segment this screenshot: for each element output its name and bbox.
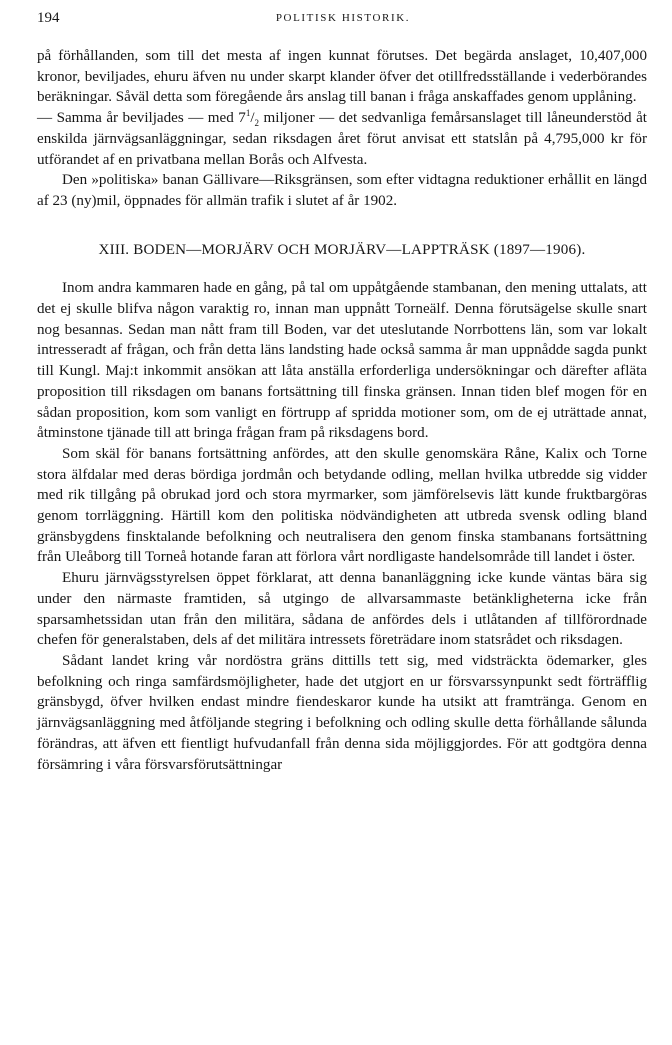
paragraph-1: på förhållanden, som till det mesta af ingen kunnat förutses. Det begärda anslaget, 10,407,000 kronor, beviljades, ehuru äfven nu under skarpt klander öfver det otillfredsställande i vederbörandes beräkningar. Såväl detta som föregående års anslag till banan i fråga anskaffades genom upplåning.: [37, 48, 647, 106]
paragraph-5: Som skäl för banans fortsättning anfördes, att den skulle genomskära Råne, Kalix och Torne stora älfdalar med deras bördiga jordmån och betydande odling, mellan hvilka utbredde sig vidder med rik tillgång på obrukad jord och stora myrmarker, som jämförelsevis lätt kunde fruktbargöras genom torrläggning. Härtill kom den politiska nödvändigheten att utbreda svensk odling bland gränsbygdens finsktalande befolkning och neutralisera den genom finska stambanans fortsättning från Uleåborg till Torneå hotande faran att förlora vårt nordligaste handelsområde till landet i öster.: [37, 445, 647, 566]
paragraph-2: [37, 108, 647, 170]
section-heading: XIII. BODEN—MORJÄRV OCH MORJÄRV—LAPPTRÄSK (1897—1906).: [98, 241, 586, 258]
fraction-one-half: $^1/_2$: [245, 108, 260, 129]
paragraph-7: Sådant landet kring vår nordöstra gräns dittills tett sig, med vidsträckta ödemarker, gles befolkning och ringa samfärdsmöjligheter, hade det utgjort en ur försvarssynpunkt sedt förträfflig gränsbygd, öfver hvilken endast mindre fiendeskaror kunde ha utsikt att framtränga. Genom en järnvägsanläggning med åtföljande stegring i befolkning och odling skulle detta förhållande sålunda förändras, att äfven ett fientligt hufvudanfall från denna sida möjliggjordes. För att godtgöra denna försämring i våra försvarsförutsättningar: [37, 652, 647, 773]
paragraph-2-text-before: — Samma år beviljades — med 7: [37, 110, 246, 127]
fraction-numerator: 1: [245, 108, 251, 119]
page-number: 194: [37, 10, 60, 26]
running-head: POLITISK HISTORIK.: [275, 12, 411, 24]
fraction-denominator: 2: [254, 118, 260, 129]
paragraph-3: Den »politiska» banan Gällivare—Riksgränsen, som efter vidtagna reduktioner erhållit en längd af 23 (ny)mil, öppnades för allmän trafik i slutet af år 1902.: [37, 172, 647, 209]
paragraph-2-text-after: miljoner — det sedvanliga femårsanslaget till låneunderstöd åt enskilda järnvägsanläggningar, sedan riksdagen året förut anvisat ett statslån på 4,795,000 kr för utförandet af en privatbana mellan Borås och Alfvesta.: [37, 110, 647, 168]
body-text: [37, 46, 647, 775]
paragraph-6: Ehuru järnvägsstyrelsen öppet förklarat, att denna bananläggning icke kunde väntas bära sig under den närmaste framtiden, så utgingo de allvarsammaste betänkligheterna icke från sparsamhetssidan utan från den militära, sådana de anfördes dels i utlåtanden af tillförordnade chefen för generalstaben, dels af det militära intressets företrädare inom statsrådet och riksdagen.: [37, 570, 647, 649]
page-header: [37, 10, 649, 34]
paragraph-4: Inom andra kammaren hade en gång, på tal om uppåtgående stambanan, den mening uttalats, att det ej skulle blifva någon varaktig ro, innan man uppnått Torneälf. Denna förutsägelse skulle snart nog besannas. Sedan man nått fram till Boden, var det uteslutande Norrbottens län, som var lokalt intresseradt af frågan, och från detta läns landsting hade också samma år man uppnådde sagda punkt till Kungl. Maj:t inkommit ansökan att låta anställa erforderliga undersökningar och därefter afläta proposition till riksdagen om banans fortsättning till finska gränsen. Innan tiden blef mogen för en sådan proposition, kom som vanligt en förtrupp af spridda motioner som, om de ej uträttade annat, åtminstone tjänade till att bringa frågan fram på riksdagens bord.: [37, 280, 647, 442]
